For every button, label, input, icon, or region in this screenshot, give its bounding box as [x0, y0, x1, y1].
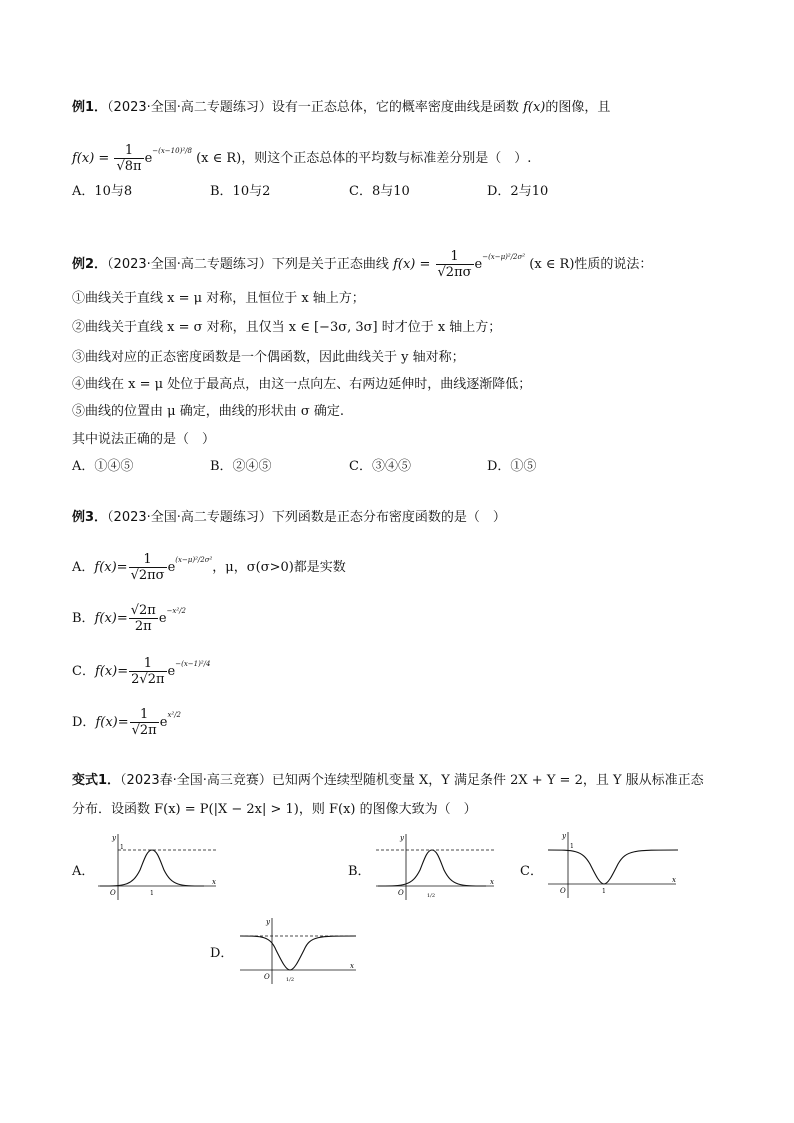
v1-option-c-label[interactable]: C．	[520, 864, 543, 879]
q1-option-a[interactable]: A．10与8	[72, 184, 133, 199]
graph-c-tick: 1	[602, 888, 606, 895]
graph-c-top: 1	[570, 843, 574, 850]
q3-b-den: 2π	[134, 619, 152, 634]
q2-statement-5: ⑤曲线的位置由 μ 确定，曲线的形状由 σ 确定.	[72, 404, 344, 419]
q2-option-a[interactable]: A．①④⑤	[72, 459, 134, 474]
q2-source: （2023·全国·高二专题练习）	[107, 257, 272, 272]
q1-option-b[interactable]: B．10与2	[210, 184, 271, 199]
v1-graph-a[interactable]	[94, 830, 224, 905]
v1-option-d-label[interactable]: D．	[210, 946, 234, 961]
q2-stem-a: 下列是关于正态曲线	[271, 257, 389, 272]
q2-option-d[interactable]: D．①⑤	[487, 459, 537, 474]
graph-b-y-label: y	[400, 834, 404, 842]
graph-d-origin: O	[264, 973, 270, 981]
graph-a-top: 1	[120, 844, 124, 851]
q3-c-den: 2√2π	[131, 672, 165, 687]
q2-statement-2: ②曲线关于直线 x = σ 对称，且仅当 x ∈ [−3σ, 3σ] 时才位于 x 轴上方；	[72, 320, 502, 335]
q3-a-den: √2πσ	[130, 568, 165, 583]
q3-d-den: √2π	[131, 723, 157, 738]
q3-line1	[72, 508, 506, 528]
q3-a-tail: ，μ，σ(σ>0)都是实数	[212, 560, 346, 575]
q3-tag: 例3．	[72, 510, 108, 525]
q3-option-c[interactable]	[72, 647, 210, 689]
q2-tag: 例2．	[72, 257, 108, 272]
q3-b-lhs: f(x)=	[94, 611, 128, 626]
q3-a-base: e	[167, 560, 176, 575]
q3-c-lhs: f(x)=	[94, 664, 129, 679]
q1-domain: (x ∈ R)	[196, 151, 242, 166]
q1-formula-line	[72, 134, 531, 176]
q3-d-label: D．	[72, 715, 96, 730]
q3-c-base: e	[167, 664, 176, 679]
q3-c-fraction	[129, 656, 166, 687]
q3-b-base: e	[158, 611, 167, 626]
graph-b-origin: O	[398, 889, 404, 897]
q2-question: 其中说法正确的是（ ）	[72, 432, 216, 447]
q2-exp-base: e	[474, 257, 483, 272]
v1-tag: 变式1．	[72, 773, 121, 788]
q3-d-num: 1	[130, 707, 159, 723]
q1-fx: f(x)	[523, 100, 546, 115]
v1-option-b-label[interactable]: B．	[348, 864, 371, 879]
q3-a-exp: (x−μ)²/2σ²	[175, 556, 213, 564]
q2-domain: (x ∈ R)	[529, 257, 575, 272]
v1-line2: 分布．设函数 F(x) = P(|X − 2x| > 1)，则 F(x) 的图像大致为（ ）	[72, 802, 477, 817]
graph-a-tick: 1	[150, 890, 154, 897]
v1-source: （2023春·全国·高三竞赛）	[120, 773, 272, 788]
q3-a-num: 1	[129, 552, 167, 568]
q1-option-d[interactable]: D．2与10	[487, 184, 549, 199]
q3-source: （2023·全国·高二专题练习）	[107, 510, 272, 525]
q3-a-label: A．	[72, 560, 95, 575]
graph-b-tick: 1/2	[427, 893, 436, 899]
q3-b-num: √2π	[130, 603, 156, 618]
q2-frac-den: √2πσ	[437, 265, 472, 280]
q3-c-exp: −(x−1)²/4	[175, 660, 211, 668]
q1-fraction	[114, 143, 143, 174]
q2-option-c[interactable]: C．③④⑤	[349, 459, 411, 474]
q2-stem-b: 性质的说法：	[574, 257, 653, 272]
q1-option-c[interactable]: C．8与10	[349, 184, 410, 199]
q3-c-num: 1	[129, 656, 166, 672]
q2-frac-num: 1	[436, 249, 474, 265]
graph-c-y-label: y	[562, 832, 566, 840]
q1-stem-c: ，则这个正态总体的平均数与标准差分别是（ ）.	[241, 151, 532, 166]
q3-option-b[interactable]	[72, 594, 186, 636]
q2-option-b[interactable]: B．②④⑤	[210, 459, 272, 474]
graph-b-x-label: x	[490, 878, 494, 886]
q3-c-label: C．	[72, 664, 95, 679]
q3-d-exp: x²/2	[167, 711, 182, 719]
q2-line1	[72, 240, 652, 282]
v1-stem-a: 已知两个连续型随机变量 X，Y 满足条件 2X + Y = 2，且 Y 服从标准正态	[271, 773, 704, 788]
q1-exponent: −(x−10)²/8	[152, 147, 192, 155]
v1-graph-b[interactable]	[372, 830, 502, 905]
q1-stem-b: 的图像，且	[545, 100, 611, 115]
q3-b-exp: −x²/2	[166, 607, 186, 615]
q3-stem: 下列函数是正态分布密度函数的是（ ）	[271, 510, 506, 525]
v1-option-a-label[interactable]: A．	[72, 864, 95, 879]
q3-d-lhs: f(x)=	[95, 715, 129, 730]
v1-graph-d[interactable]	[236, 914, 360, 989]
v1-line1	[72, 771, 704, 791]
graph-d-tick: 1/2	[286, 977, 295, 983]
q3-a-lhs: f(x)=	[94, 560, 128, 575]
graph-d-x-label: x	[350, 962, 354, 970]
q3-option-a[interactable]	[72, 543, 346, 585]
q1-tag: 例1．	[72, 100, 108, 115]
q3-d-fraction	[130, 707, 159, 738]
q1-stem-a: 设有一正态总体，它的概率密度曲线是函数	[271, 100, 519, 115]
graph-d-y-label: y	[266, 918, 270, 926]
graph-a-origin: O	[110, 889, 116, 897]
v1-graph-c[interactable]	[544, 828, 682, 903]
q2-statement-3: ③曲线对应的正态密度函数是一个偶函数，因此曲线关于 y 轴对称；	[72, 350, 465, 365]
q2-statement-1: ①曲线关于直线 x = μ 对称，且恒位于 x 轴上方；	[72, 291, 365, 306]
q2-fraction	[436, 249, 474, 280]
graph-c-origin: O	[560, 887, 566, 895]
q2-formula-lhs: f(x) =	[393, 257, 431, 272]
q1-exp-base: e	[144, 151, 153, 166]
q3-option-d[interactable]	[72, 698, 181, 740]
q2-exponent: −(x−μ)²/2σ²	[482, 253, 526, 261]
q3-b-fraction	[129, 603, 158, 634]
q1-frac-den: √8π	[116, 159, 142, 174]
q1-source: （2023·全国·高二专题练习）	[107, 100, 272, 115]
q1-line1	[72, 98, 610, 118]
q1-frac-num: 1	[114, 143, 143, 159]
graph-a-y-label: y	[112, 834, 116, 842]
q3-d-base: e	[159, 715, 168, 730]
q2-statement-4: ④曲线在 x = μ 处位于最高点，由这一点向左、右两边延伸时，曲线逐渐降低；	[72, 377, 532, 392]
q3-a-fraction	[129, 552, 167, 583]
graph-c-x-label: x	[672, 876, 676, 884]
graph-a-x-label: x	[212, 878, 216, 886]
q3-b-label: B．	[72, 611, 95, 626]
q1-formula-lhs: f(x) =	[72, 151, 110, 166]
